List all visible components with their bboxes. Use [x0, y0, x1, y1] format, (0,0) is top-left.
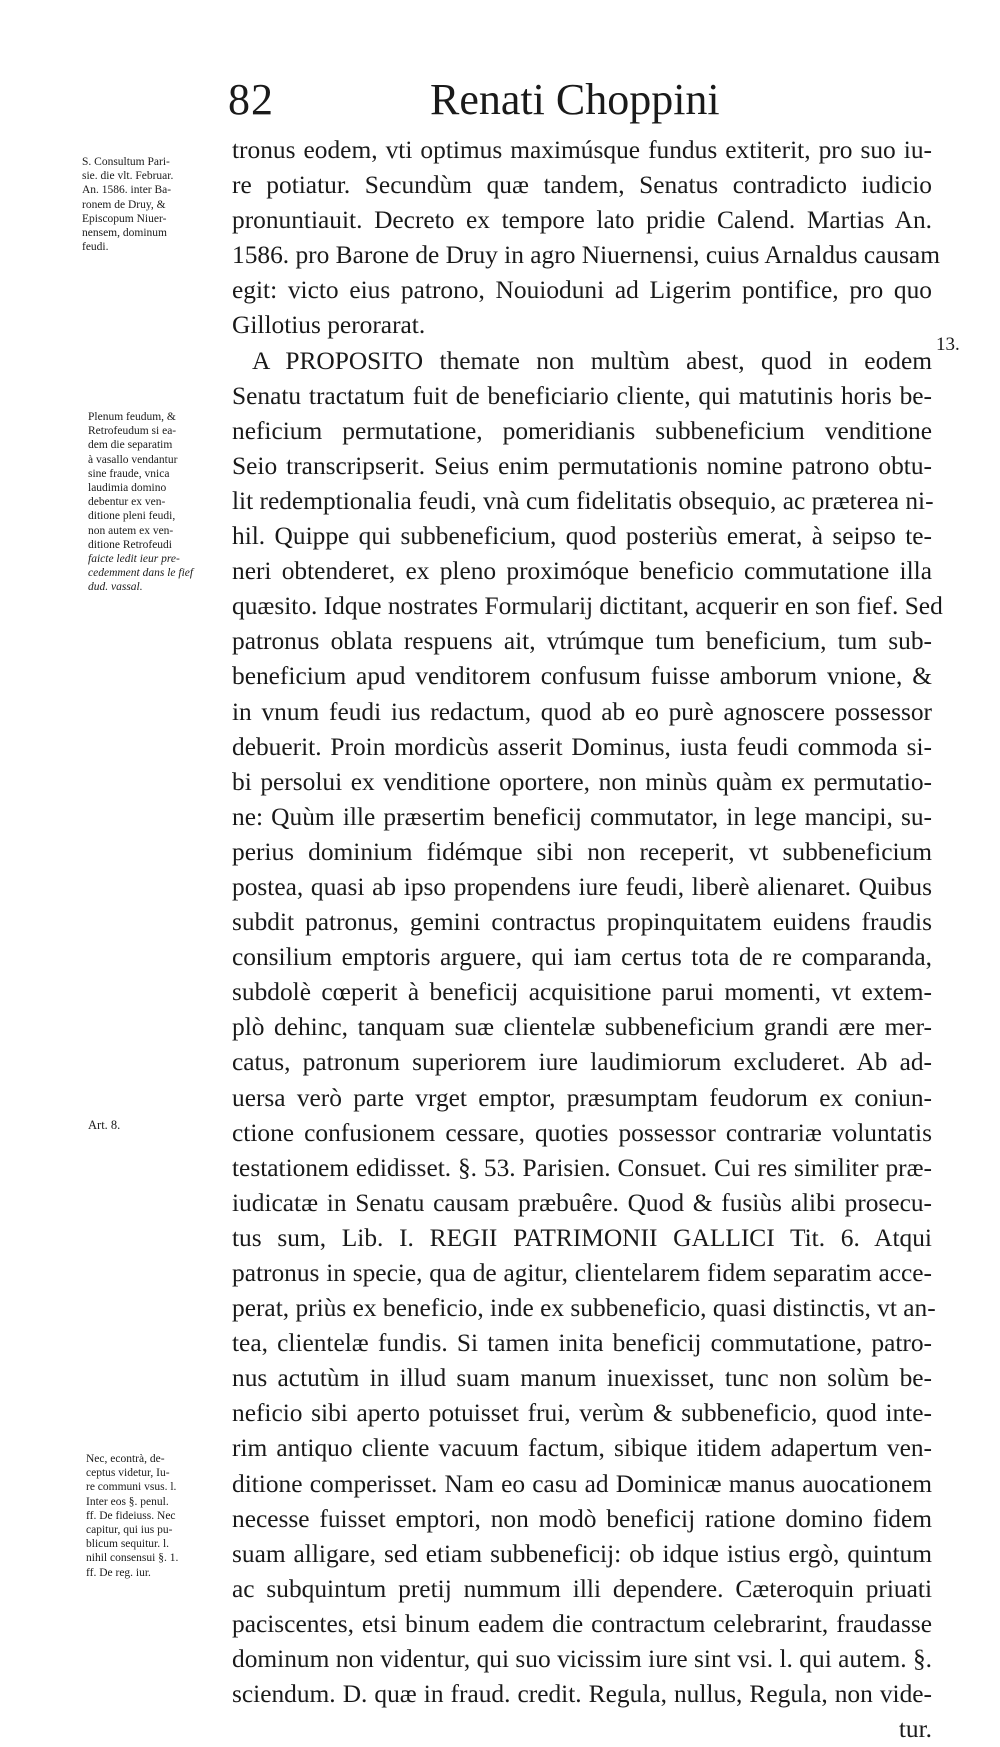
text-line: neficium permutatione, pomeridianis subbeneficium venditione	[232, 416, 932, 445]
text-line: perius dominium fidémque sibi non receperit, vt subbeneficium	[232, 837, 932, 866]
margin-line: ditione pleni feudi,	[88, 510, 176, 523]
text-line: ac subquintum pretij nummum illi dependere. Cæteroquin priuati	[232, 1574, 932, 1603]
text-line: tronus eodem, vti optimus maximúsque fundus extiterit, pro suo iu-	[232, 136, 932, 164]
margin-line: feudi.	[82, 241, 109, 254]
margin-line: nensem, dominum	[82, 227, 167, 240]
text-line: consilium emptoris arguere, qui iam certus tota de re comparanda,	[232, 943, 932, 972]
text-line: A PROPOSITO themate non multùm abest, quod in eodem	[252, 346, 932, 375]
text-line: plò dehinc, tanquam suæ clientelæ subbeneficium grandi ære mer-	[232, 1013, 932, 1042]
margin-line: ff. De reg. iur.	[86, 1566, 151, 1579]
text-line: subdolè cœperit à beneficij acquisitione parui momenti, vt extem-	[232, 978, 932, 1007]
text-line: ne: Quùm ille præsertim beneficij commutator, in lege mancipi, su-	[232, 802, 932, 831]
text-line: 1586. pro Barone de Druy in agro Niuernensi, cuius Arnaldus causam	[232, 241, 940, 270]
text-line: nus actutùm in illud suam manum inuexisset, tunc non solùm be-	[232, 1364, 932, 1393]
section-number: 13.	[936, 334, 960, 355]
margin-line: à vasallo vendantur	[88, 453, 178, 466]
margin-line: re communi vsus. l.	[86, 1481, 177, 1494]
text-line: pronuntiauit. Decreto ex tempore lato pridie Calend. Martias An.	[232, 206, 932, 235]
text-line: egit: victo eius patrono, Nouioduni ad Ligerim pontifice, pro quo	[232, 276, 932, 305]
text-line: lit redemptionalia feudi, vnà cum fidelitatis obsequio, ac præterea ni-	[232, 486, 934, 515]
text-line: tus sum, Lib. I. REGII PATRIMONII GALLICI Tit. 6. Atqui	[232, 1223, 932, 1252]
margin-line: non autem ex ven-	[88, 524, 174, 537]
margin-line: capitur, qui ius pu-	[86, 1524, 173, 1537]
text-line: in vnum feudi ius redactum, quod ab eo purè agnoscere possessor	[232, 697, 932, 726]
margin-line: sine fraude, vnica	[88, 467, 170, 480]
margin-line: debentur ex ven-	[88, 496, 166, 509]
text-line: perat, priùs ex beneficio, inde ex subbeneficio, quasi distinctis, vt an-	[232, 1294, 936, 1323]
text-line: subdit patronus, gemini contractus propinquitatem euidens fraudis	[232, 908, 932, 937]
running-title: Renati Choppini	[430, 75, 720, 124]
margin-line: Retrofeudum si ea-	[88, 425, 177, 438]
text-line: iudicatæ in Senatu causam præbuêre. Quod & fusiùs alibi prosecu-	[232, 1188, 932, 1217]
text-line: necesse fuisset emptori, non modò beneficij ratione domino fidem	[232, 1504, 932, 1533]
margin-line: S. Consultum Pari-	[82, 156, 170, 168]
text-line: ctione confusionem cessare, quoties possessor contrariæ voluntatis	[232, 1118, 932, 1147]
text-line: Seio transcripserit. Seius enim permutationis nomine patrono obtu-	[232, 451, 932, 480]
margin-note-nec	[86, 1452, 178, 1580]
text-line: postea, quasi ab ipso propendens iure feudi, liberè alienaret. Quibus	[232, 872, 932, 901]
text-line: Senatu tractatum fuit de beneficiario cliente, qui matutinis horis be-	[232, 381, 932, 410]
margin-line: Episcopum Niuer-	[82, 212, 167, 225]
margin-line: Plenum feudum, &	[88, 411, 176, 423]
text-line: patronus in specie, qua de agitur, clientelarem fidem separatim acce-	[232, 1259, 932, 1287]
text-line: rim antiquo cliente vacuum factum, sibique itidem adapertum ven-	[232, 1434, 932, 1463]
text-line: dominum non videntur, qui suo vicissim iure sint vsi. l. qui autem. §.	[232, 1645, 932, 1674]
text-line: beneficium apud venditorem confusum fuisse amborum vnione, &	[232, 662, 932, 691]
margin-line: Art. 8.	[88, 1118, 121, 1132]
text-line: patronus oblata respuens ait, vtrúmque tum beneficium, tum sub-	[232, 627, 932, 656]
text-line: uersa verò parte vrget emptor, præsumptam feudorum ex coniun-	[232, 1083, 932, 1112]
text-line: debuerit. Proin mordicùs asserit Dominus, iusta feudi commoda si-	[232, 732, 932, 761]
margin-line: dud. vassal.	[88, 581, 143, 594]
text-line: quæsito. Idque nostrates Formularij dictitant, acquerir en son fief. Sed	[232, 592, 943, 621]
page-number: 82	[228, 75, 274, 124]
text-line: tur.	[898, 1715, 932, 1744]
margin-line: ronem de Druy, &	[82, 198, 166, 211]
margin-line: An. 1586. inter Ba-	[82, 184, 172, 197]
text-line: neficio sibi aperto potuisset frui, verùm & subbeneficio, quod inte-	[232, 1399, 932, 1428]
margin-line: nihil consensui §. 1.	[86, 1552, 179, 1565]
margin-note-consultum	[82, 155, 173, 254]
margin-line: faicte ledit ieur pre-	[88, 553, 180, 566]
text-line: re potiatur. Secundùm quæ tandem, Senatus contradicto iudicio	[232, 171, 932, 200]
margin-line: cedemment dans le fief	[88, 567, 194, 580]
margin-line: ditione Retrofeudi	[88, 538, 172, 551]
margin-line: sie. die vlt. Februar.	[82, 170, 174, 183]
text-line: neri obtenderet, ex pleno proximóque beneficio commutatione illa	[232, 557, 932, 586]
text-line: hil. Quippe qui subbeneficium, quod posteriùs emerat, à seipso te-	[232, 522, 932, 551]
text-line: tea, clientelæ fundis. Si tamen inita beneficij commutatione, patro-	[232, 1329, 932, 1358]
margin-line: Inter eos §. penul.	[86, 1495, 169, 1508]
margin-line: dem die separatim	[88, 439, 173, 452]
text-line: catus, patronum superiorem iure laudimiorum excluderet. Ab ad-	[232, 1048, 932, 1077]
text-line: testationem edidisset. §. 53. Parisien. Consuet. Cui res similiter præ-	[232, 1153, 932, 1182]
margin-line: laudimia domino	[88, 482, 167, 495]
text-line: Gillotius perorarat.	[232, 311, 426, 340]
margin-line: ceptus videtur, Iu-	[86, 1467, 170, 1480]
page-header	[0, 68, 1000, 128]
margin-note-article	[88, 1118, 120, 1132]
text-line: ditione comperisset. Nam eo casu ad Dominicæ manus auocationem	[232, 1469, 932, 1498]
margin-line: blicum sequitur. l.	[86, 1538, 170, 1551]
text-line: paciscentes, etsi binum eadem die contractum celebrarint, fraudasse	[232, 1609, 932, 1638]
margin-line: Nec, econtrà, de-	[86, 1453, 165, 1465]
text-line: suam alligare, sed etiam subbeneficij: ob idque istius ergò, quintum	[232, 1539, 932, 1568]
margin-line: ff. De fideiuss. Nec	[86, 1509, 176, 1522]
margin-note-plenum	[88, 410, 193, 595]
main-text-block	[232, 133, 943, 1747]
text-line: bi persolui ex venditione oportere, non minùs quàm ex permutatio-	[232, 767, 932, 796]
text-line: sciendum. D. quæ in fraud. credit. Regula, nullus, Regula, non vide-	[232, 1680, 932, 1709]
